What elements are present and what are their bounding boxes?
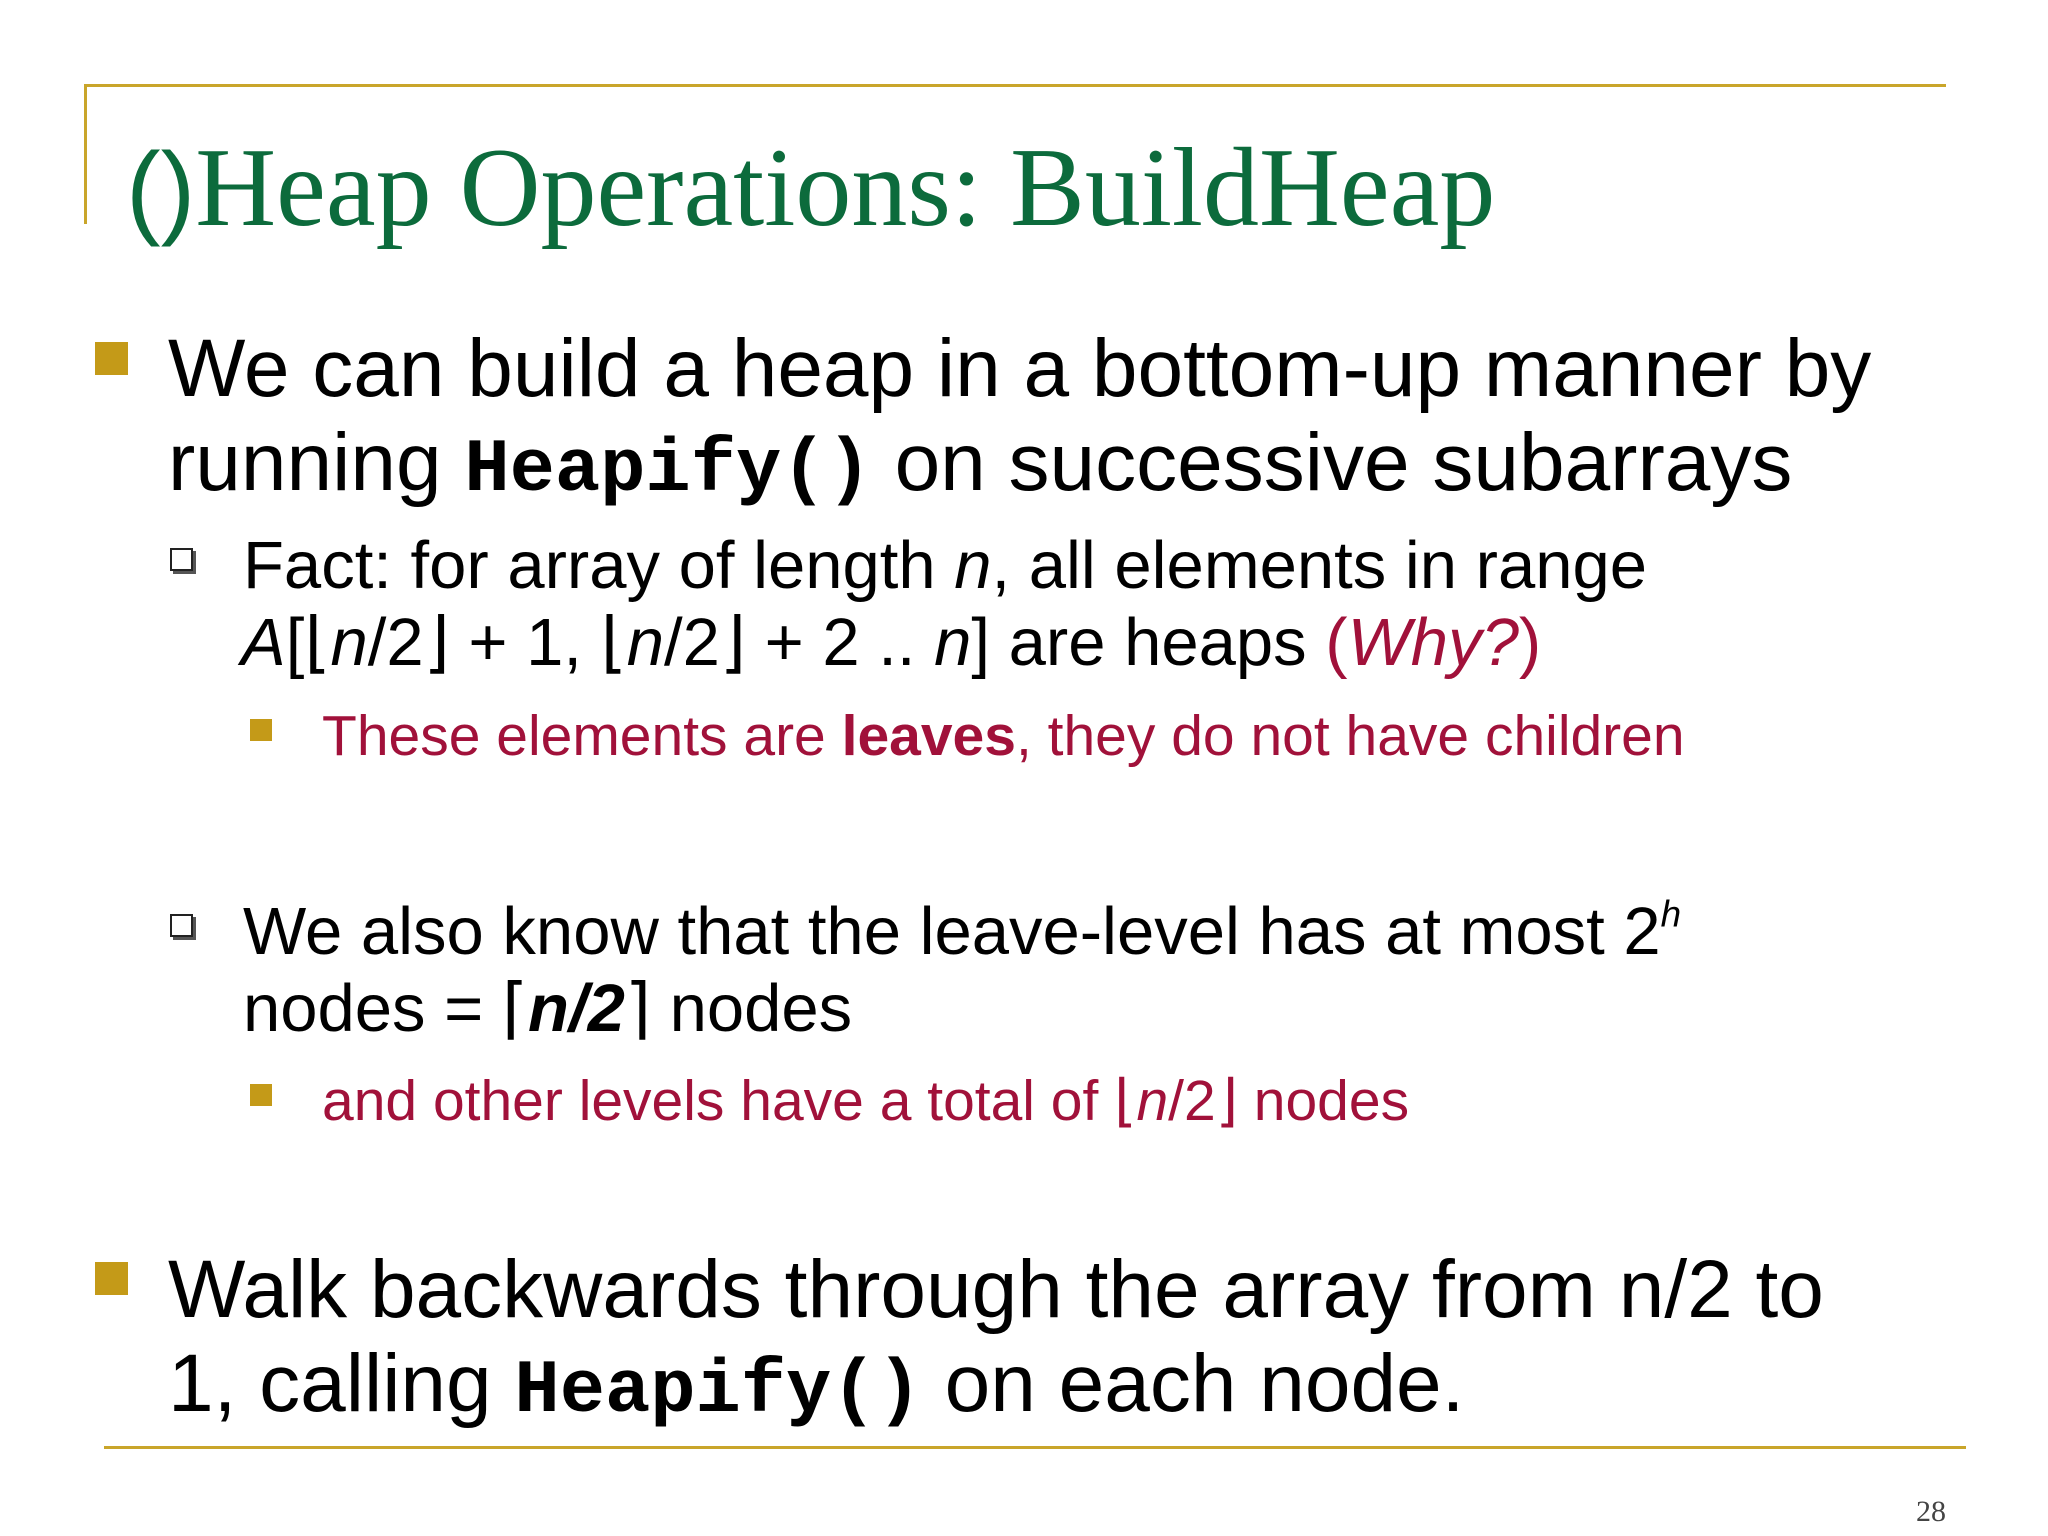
hollow-square-bullet-icon xyxy=(170,914,193,937)
var-a: A xyxy=(241,605,286,681)
why-paren-open: ( xyxy=(1325,605,1348,681)
why-paren-close: ) xyxy=(1518,605,1542,681)
heapify-code: Heapify() xyxy=(514,1348,922,1435)
ceil-right: ⌉ xyxy=(624,969,651,1048)
half: /2 xyxy=(367,605,424,681)
plus-two: + 2 .. xyxy=(746,605,935,681)
small-square-bullet-icon xyxy=(250,1084,272,1106)
floor-left: ⌊ xyxy=(600,603,627,682)
bullet-2-line-2 xyxy=(168,1337,1824,1435)
floor-left: ⌊ xyxy=(304,603,331,682)
exponent-h: h xyxy=(1660,893,1682,935)
bullet-square-icon xyxy=(95,342,128,375)
var-n: n xyxy=(954,528,992,603)
n-half-bold: n/2 xyxy=(528,971,625,1047)
bullet-2-text-end: on each node. xyxy=(921,1338,1465,1430)
var-n: n xyxy=(1136,1069,1169,1133)
bracket-open: [ xyxy=(285,605,305,681)
bracket-close: ] are heaps xyxy=(971,605,1326,681)
sub-bullet-2-line-1 xyxy=(243,893,1681,970)
sub-bullet-1 xyxy=(243,527,1647,681)
floor-right: ⌋ xyxy=(719,603,747,682)
leaves-text-end: , they do not have children xyxy=(1015,704,1685,768)
fact-text-end: , all elements in range xyxy=(991,528,1648,603)
bullet-1-text-end: on successive subarrays xyxy=(871,417,1793,509)
bullet-1-line-2 xyxy=(168,416,1871,514)
nodes-text: nodes xyxy=(651,971,853,1047)
page-number: 28 xyxy=(1916,1495,1946,1528)
title-parentheses: () xyxy=(126,132,196,248)
sub-bullet-2-detail xyxy=(322,1067,1409,1135)
hollow-square-bullet-icon xyxy=(170,548,193,571)
small-square-bullet-icon xyxy=(250,719,272,741)
frame-top-rule xyxy=(84,84,1946,87)
var-n: n xyxy=(626,605,665,681)
leaves-bold: leaves xyxy=(841,704,1016,768)
nodes-equals: nodes = xyxy=(243,971,502,1047)
bullet-2-line-1: Walk backwards through the array from n/2 to xyxy=(168,1244,1824,1335)
sub-bullet-1-line-2 xyxy=(241,604,1647,681)
heapify-code: Heapify() xyxy=(464,427,872,514)
sub-bullet-1-line-1 xyxy=(243,527,1647,604)
bullet-1-line-1: We can build a heap in a bottom-up manner by xyxy=(168,323,1872,414)
plus-one: + 1, xyxy=(449,605,601,681)
floor-right: ⌋ xyxy=(1215,1068,1238,1134)
other-levels-line xyxy=(322,1067,1409,1135)
bullet-square-icon xyxy=(95,1262,128,1295)
title-text: Heap Operations: BuildHeap xyxy=(195,126,1496,250)
leaves-text: These elements are xyxy=(322,704,842,768)
bullet-2 xyxy=(168,1243,1824,1435)
bullet-2-text: 1, calling xyxy=(168,1338,515,1430)
fact-text: Fact: for array of length xyxy=(243,528,955,603)
leaves-line xyxy=(322,702,1685,770)
var-n: n xyxy=(934,605,972,681)
floor-right: ⌋ xyxy=(423,603,450,682)
nodes-text: nodes xyxy=(1237,1069,1410,1133)
frame-left-rule xyxy=(84,84,87,224)
bullet-1-text: running xyxy=(168,417,465,509)
frame-bottom-rule xyxy=(104,1446,1966,1449)
var-n: n xyxy=(330,605,368,681)
sub-bullet-2 xyxy=(243,893,1681,1047)
sub-bullet-1-detail xyxy=(322,702,1685,770)
leave-level-text: We also know that the leave-level has at most 2 xyxy=(243,894,1661,969)
ceil-left: ⌈ xyxy=(501,969,529,1048)
half: /2 xyxy=(664,605,720,681)
why-question: Why? xyxy=(1347,605,1519,681)
half: /2 xyxy=(1168,1069,1216,1133)
other-levels-text: and other levels have a total of xyxy=(322,1069,1115,1133)
slide-title xyxy=(126,124,1495,253)
floor-left: ⌊ xyxy=(1114,1068,1137,1134)
bullet-1 xyxy=(168,322,1871,514)
sub-bullet-2-line-2 xyxy=(243,970,1681,1047)
